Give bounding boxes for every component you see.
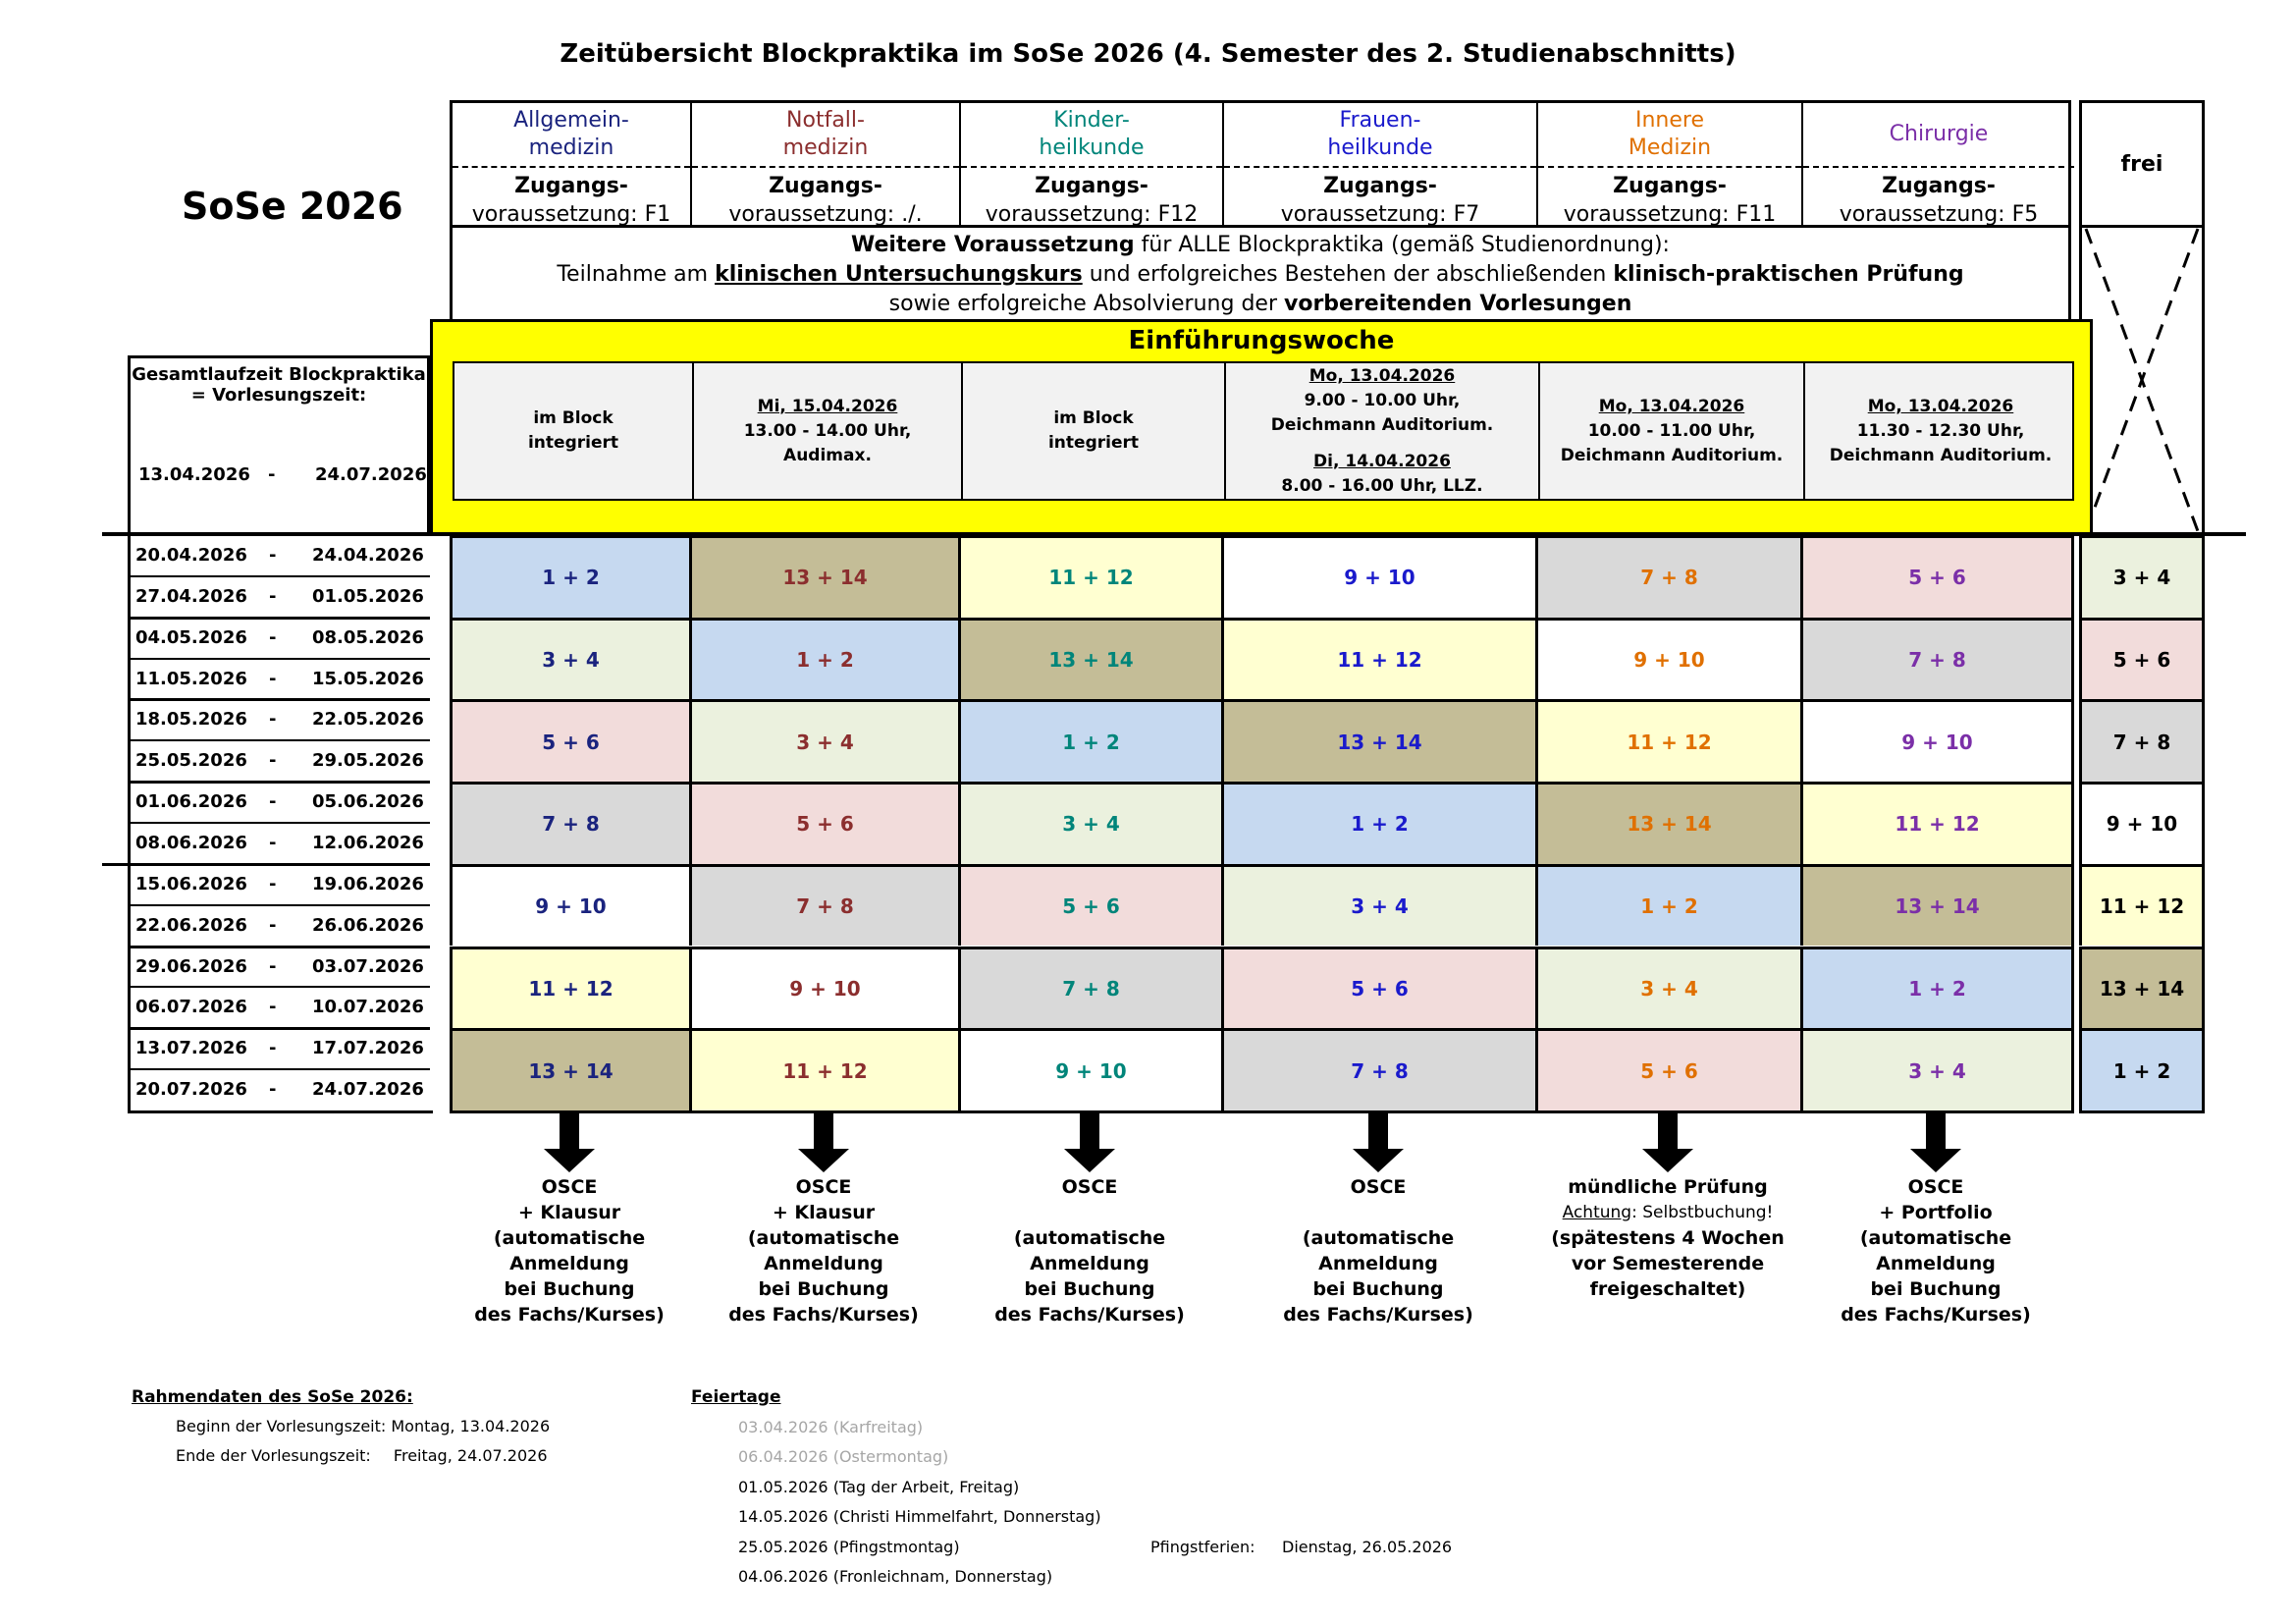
- schedule-cell: 13 + 14: [1800, 864, 2071, 947]
- down-arrow-icon: [794, 1111, 853, 1172]
- frei-cell: 5 + 6: [2079, 618, 2202, 700]
- rahmendaten-title: Rahmendaten des SoSe 2026:: [132, 1387, 413, 1407]
- einfuehrungswoche-row: [453, 361, 2074, 501]
- holiday-item: 03.04.2026 (Karfreitag): [738, 1417, 924, 1436]
- subject-name: Innere Medizin: [1628, 108, 1712, 160]
- subject-header-cell: [453, 103, 692, 228]
- weitere-line-1: Weitere Voraussetzung für ALLE Blockpraktika (gemäß Studienordnung):: [851, 233, 1670, 257]
- rahmendaten-beginn: Beginn der Vorlesungszeit: Montag, 13.04.2026: [176, 1417, 551, 1435]
- pfingstferien-value: Dienstag, 26.05.2026: [1282, 1537, 1453, 1556]
- exam-info: OSCE (automatische Anmeldung bei Buchung des Fachs/Kurses): [1283, 1176, 1473, 1326]
- week-date-row: 27.04.2026 - 01.05.2026: [102, 576, 430, 618]
- einfuehrung-cell: im Block integriert: [963, 363, 1226, 499]
- week-separator: [128, 658, 430, 660]
- schedule-cell: 11 + 12: [1221, 618, 1535, 700]
- schedule-cell: 3 + 4: [958, 782, 1221, 864]
- gesamt-line-2: = Vorlesungszeit:: [190, 385, 367, 406]
- schedule-cell: 13 + 14: [1221, 699, 1535, 782]
- subject-name: Frauen- heilkunde: [1327, 108, 1433, 160]
- schedule-cell: 13 + 14: [1535, 782, 1800, 864]
- week-date-row: 11.05.2026 - 15.05.2026: [102, 659, 430, 700]
- week-separator: [128, 617, 430, 620]
- schedule-cell: 9 + 10: [1800, 699, 2071, 782]
- week-date-row: 01.06.2026 - 05.06.2026: [102, 782, 430, 823]
- gesamt-line-1: Gesamtlaufzeit Blockpraktika: [132, 364, 426, 385]
- subject-requirement: Zugangs- voraussetzung: F11: [1538, 166, 1801, 229]
- exam-info: OSCE (automatische Anmeldung bei Buchung des Fachs/Kurses): [994, 1176, 1185, 1326]
- frei-cell: 11 + 12: [2079, 864, 2202, 947]
- frei-cell: 13 + 14: [2079, 947, 2202, 1029]
- subject-name: Chirurgie: [1889, 122, 1989, 146]
- week-date-row: 06.07.2026 - 10.07.2026: [102, 987, 430, 1028]
- schedule-cell: 7 + 8: [1535, 535, 1800, 618]
- subject-header-cell: [1224, 103, 1538, 228]
- frei-crossed-box: [2079, 225, 2205, 535]
- cross-icon: [2082, 225, 2202, 535]
- frei-column: [2079, 535, 2205, 1113]
- einfuehrung-cell: Mo, 13.04.2026 11.30 - 12.30 Uhr, Deichmann Auditorium.: [1829, 396, 2053, 465]
- frei-header: [2079, 100, 2205, 228]
- rahmendaten: [132, 1382, 642, 1471]
- down-arrow-icon: [1349, 1111, 1408, 1172]
- down-arrow-icon: [1638, 1111, 1697, 1172]
- schedule-cell: 3 + 4: [689, 699, 958, 782]
- gesamtlaufzeit-box: [128, 355, 430, 535]
- week-dates-column: [102, 535, 430, 1110]
- down-arrow-icon: [540, 1111, 599, 1172]
- einfuehrung-cell: Mo, 13.04.2026 9.00 - 10.00 Uhr, Deichmann Auditorium. Di, 14.04.2026 8.00 - 16.00 Uhr, LLZ.: [1226, 363, 1540, 499]
- schedule-cell: 3 + 4: [1221, 864, 1535, 947]
- schedule-cell: 1 + 2: [689, 618, 958, 700]
- exam-info: OSCE + Klausur (automatische Anmeldung bei Buchung des Fachs/Kurses): [474, 1176, 665, 1326]
- subject-header-cell: [1538, 103, 1803, 228]
- frei-cell: 7 + 8: [2079, 699, 2202, 782]
- schedule-cell: 9 + 10: [689, 947, 958, 1029]
- subject-requirement: Zugangs- voraussetzung: F5: [1803, 166, 2074, 229]
- schedule-cell: 7 + 8: [450, 782, 689, 864]
- week-date-row: 13.07.2026 - 17.07.2026: [102, 1028, 430, 1069]
- schedule-cell: 3 + 4: [1800, 1028, 2071, 1110]
- subject-requirement: Zugangs- voraussetzung: F7: [1224, 166, 1536, 229]
- weitere-line-3: sowie erfolgreiche Absolvierung der vorbereitenden Vorlesungen: [888, 292, 1632, 316]
- einfuehrungswoche-title: Einführungswoche: [1128, 326, 1395, 355]
- week-separator: [128, 698, 430, 701]
- week-separator: [128, 822, 430, 824]
- schedule-cell: 13 + 14: [450, 1028, 689, 1110]
- week-separator: [128, 781, 430, 784]
- schedule-cell: 3 + 4: [450, 618, 689, 700]
- schedule-cell: 7 + 8: [1221, 1028, 1535, 1110]
- schedule-cell: 11 + 12: [689, 1028, 958, 1110]
- exam-info: mündliche Prüfung Achtung: Selbstbuchung! (spätestens 4 Wochen vor Semesterende freigeschaltet): [1551, 1176, 1785, 1300]
- schedule-cell: 5 + 6: [1535, 1028, 1800, 1110]
- schedule-cell: 5 + 6: [1800, 535, 2071, 618]
- schedule-cell: 3 + 4: [1535, 947, 1800, 1029]
- schedule-cell: 11 + 12: [1535, 699, 1800, 782]
- week-date-row: 20.07.2026 - 24.07.2026: [102, 1069, 430, 1110]
- rahmendaten-ende: Ende der Vorlesungszeit: Freitag, 24.07.2026: [176, 1446, 548, 1465]
- schedule-cell: 7 + 8: [689, 864, 958, 947]
- exam-info: OSCE + Portfolio (automatische Anmeldung bei Buchung des Fachs/Kurses): [1841, 1176, 2031, 1326]
- subject-header-cell: [692, 103, 961, 228]
- week-separator: [128, 904, 430, 906]
- schedule-cell: 11 + 12: [450, 947, 689, 1029]
- schedule-cell: 9 + 10: [958, 1028, 1221, 1110]
- week-separator: [128, 575, 430, 577]
- week-separator: [102, 863, 430, 866]
- holiday-item: 06.04.2026 (Ostermontag): [738, 1447, 949, 1466]
- week-date-row: 18.05.2026 - 22.05.2026: [102, 699, 430, 740]
- subject-name: Allgemein- medizin: [513, 108, 629, 160]
- einfuehrung-cell: Mi, 15.04.2026 13.00 - 14.00 Uhr, Audimax.: [694, 363, 963, 499]
- schedule-cell: 5 + 6: [689, 782, 958, 864]
- page-title: Zeitübersicht Blockpraktika im SoSe 2026 (4. Semester des 2. Studienabschnitts): [560, 39, 1736, 69]
- week-date-row: 08.06.2026 - 12.06.2026: [102, 823, 430, 864]
- semester-label: SoSe 2026: [182, 185, 403, 228]
- holiday-item: 14.05.2026 (Christi Himmelfahrt, Donnerstag): [738, 1507, 1101, 1526]
- schedule-cell: 7 + 8: [958, 947, 1221, 1029]
- schedule-cell: 1 + 2: [1221, 782, 1535, 864]
- exam-info: OSCE + Klausur (automatische Anmeldung bei Buchung des Fachs/Kurses): [728, 1176, 919, 1326]
- feiertage: [691, 1382, 1575, 1593]
- schedule-cell: 1 + 2: [958, 699, 1221, 782]
- subject-requirement: Zugangs- voraussetzung: F12: [961, 166, 1222, 229]
- frei-cell: 3 + 4: [2079, 535, 2202, 618]
- schedule-cell: 11 + 12: [958, 535, 1221, 618]
- subject-name: Kinder- heilkunde: [1039, 108, 1145, 160]
- week-date-row: 15.06.2026 - 19.06.2026: [102, 864, 430, 905]
- schedule-cell: 5 + 6: [958, 864, 1221, 947]
- schedule-cell: 13 + 14: [958, 618, 1221, 700]
- down-arrow-icon: [1060, 1111, 1119, 1172]
- schedule-cell: 5 + 6: [450, 699, 689, 782]
- frei-cell: 9 + 10: [2079, 782, 2202, 864]
- week-separator: [128, 1027, 430, 1030]
- week-date-row: 29.06.2026 - 03.07.2026: [102, 947, 430, 988]
- schedule-cell: 13 + 14: [689, 535, 958, 618]
- schedule-cell: 9 + 10: [1535, 618, 1800, 700]
- down-arrow-icon: [1906, 1111, 1965, 1172]
- subject-name: Notfall- medizin: [782, 108, 869, 160]
- frei-label: frei: [2120, 151, 2163, 177]
- schedule-cell: 9 + 10: [1221, 535, 1535, 618]
- einfuehrungswoche-block: [430, 319, 2093, 535]
- schedule-grid: [450, 535, 2074, 1113]
- week-date-row: 20.04.2026 - 24.04.2026: [135, 545, 424, 566]
- week-date-row: 22.06.2026 - 26.06.2026: [102, 905, 430, 947]
- week-separator: [128, 946, 430, 948]
- week-separator: [128, 1068, 430, 1070]
- subject-header: [450, 100, 2071, 228]
- week-date-row: 25.05.2026 - 29.05.2026: [102, 740, 430, 782]
- subject-header-cell: [961, 103, 1224, 228]
- subject-requirement: Zugangs- voraussetzung: F1: [453, 166, 690, 229]
- schedule-cell: 1 + 2: [450, 535, 689, 618]
- holiday-item: 01.05.2026 (Tag der Arbeit, Freitag): [738, 1477, 1020, 1496]
- week-date-row: 04.05.2026 - 08.05.2026: [102, 618, 430, 659]
- exam-note: Achtung: Selbstbuchung!: [1562, 1203, 1774, 1222]
- subject-header-cell: [1803, 103, 2074, 228]
- schedule-cell: 5 + 6: [1221, 947, 1535, 1029]
- pfingstferien-label: Pfingstferien:: [1150, 1537, 1255, 1556]
- einfuehrung-cell: Mo, 13.04.2026 10.00 - 11.00 Uhr, Deichmann Auditorium.: [1540, 363, 1805, 499]
- frei-cell: 1 + 2: [2079, 1028, 2202, 1110]
- week-separator: [128, 986, 430, 988]
- weitere-voraussetzung: [450, 225, 2071, 321]
- holiday-item: 04.06.2026 (Fronleichnam, Donnerstag): [738, 1567, 1053, 1586]
- week-separator: [128, 739, 430, 741]
- gesamt-range: 13.04.2026 - 24.07.2026: [138, 464, 427, 485]
- schedule-cell: 11 + 12: [1800, 782, 2071, 864]
- holiday-item: 25.05.2026 (Pfingstmontag) Pfingstferien: Dienstag, 26.05.2026: [738, 1533, 1575, 1563]
- schedule-cell: 1 + 2: [1800, 947, 2071, 1029]
- schedule-cell: 7 + 8: [1800, 618, 2071, 700]
- weitere-line-2: Teilnahme am klinischen Untersuchungskurs und erfolgreiches Bestehen der abschließenden klinisch-praktischen Prüfung: [557, 262, 1964, 287]
- schedule-cell: 9 + 10: [450, 864, 689, 947]
- subject-requirement: Zugangs- voraussetzung: ./.: [692, 166, 959, 229]
- einfuehrung-cell: im Block integriert: [454, 363, 694, 499]
- feiertage-title: Feiertage: [691, 1387, 781, 1407]
- schedule-cell: 1 + 2: [1535, 864, 1800, 947]
